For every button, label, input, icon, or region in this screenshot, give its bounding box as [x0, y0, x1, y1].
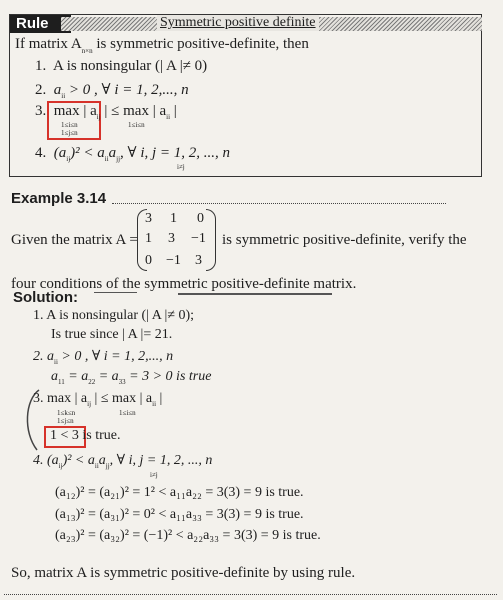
solution-step-1: 1. A is nonsingular (| A |≠ 0); — [33, 308, 195, 323]
solution-conclusion: So, matrix A is symmetric positive-definite by using rule. — [11, 565, 356, 581]
matrix-cell-0-2: 0 — [197, 211, 204, 226]
matrix-cell-0-0: 3 — [145, 211, 152, 226]
solution-step-4: 4. $(a_{ij})^2 < a_{ii}a_{jj}$, ∀ i, j = 1, 2, ..., n — [33, 453, 213, 470]
matrix-cell-2-2: 3 — [195, 253, 202, 268]
rule-item-2: 2. $a_{ii} > 0$ , ∀ i = 1, 2,..., n — [35, 82, 189, 100]
matrix-cell-1-1: 3 — [168, 231, 175, 246]
solution-step-3-under-1b: 1≤j≤n — [57, 417, 74, 425]
example-title: Example 3.14 — [11, 190, 107, 207]
rule-item-3-under-1b: 1≤j≤n — [61, 129, 78, 137]
rule-tab: Rule — [10, 15, 71, 33]
matrix-right-paren — [206, 209, 216, 271]
matrix-cell-2-0: 0 — [145, 253, 152, 268]
pen-underline-conditions — [94, 292, 137, 293]
rule-item-4-under: i≠j — [177, 163, 185, 171]
rule-item-3-under-2: 1≤i≤n — [128, 121, 145, 129]
solution-eq-2: (a₁₃)² = (a₃₁)² = 0² < a₁₁a₃₃ = 3(3) = 9 is true. — [55, 507, 304, 522]
rule-header-bar — [61, 17, 482, 31]
solution-step-2: 2. $a_{ii} > 0$ , ∀ i = 1, 2,..., n — [33, 349, 174, 366]
solution-step-3-result: 1 < 3 is true. — [50, 428, 121, 443]
example-line-2: four conditions of the symmetric positive-definite matrix. — [11, 276, 357, 292]
bottom-dotted-rule — [4, 594, 497, 595]
solution-eq-3: (a₂₃)² = (a₃₂)² = (−1)² < a₂₂a₃₃ = 3(3) = 9 is true. — [55, 528, 321, 543]
example-dotted-rule — [112, 203, 446, 204]
solution-step-1b: Is true since | A |= 21. — [51, 327, 173, 342]
solution-step-3-under-2: 1≤i≤n — [119, 409, 136, 417]
rule-header-title: Symmetric positive definite — [157, 15, 319, 31]
rule-item-4: 4. $(a_{ij})^2 < a_{ii}a_{jj}$, ∀ i, j = 1, 2, ..., n — [35, 145, 231, 163]
rule-intro: If matrix $A_{n\times n}$ is symmetric positive-definite, then — [15, 36, 309, 55]
solution-step-3: 3. max | $a_{ij}$ | ≤ max | $a_{ii}$ | — [33, 391, 163, 408]
matrix-cell-1-2: −1 — [191, 231, 206, 246]
matrix-cell-2-1: −1 — [166, 253, 181, 268]
pen-underline-matrix — [178, 293, 332, 295]
matrix-cell-0-1: 1 — [170, 211, 177, 226]
solution-step-2b: $a_{11} = a_{22} = a_{33} = 3 > 0$ is true — [51, 369, 212, 386]
example-given-prefix: Given the matrix A = — [11, 232, 138, 248]
rule-item-1: 1. A is nonsingular (| A |≠ 0) — [35, 58, 208, 74]
solution-step-3-under-1: 1≤k≤n — [57, 409, 76, 417]
matrix-cell-1-0: 1 — [145, 231, 152, 246]
solution-step-4-under: i≠j — [150, 471, 158, 479]
solution-eq-1: (a₁₂)² = (a₂₁)² = 1² < a₁₁a₂₂ = 3(3) = 9 is true. — [55, 485, 304, 500]
example-given-suffix: is symmetric positive-definite, verify the — [222, 232, 467, 248]
rule-item-3-under-1: 1≤i≤n — [61, 121, 78, 129]
solution-title: Solution: — [13, 289, 78, 306]
rule-item-3: 3. max | $a_{ij}$ | ≤ max | $a_{ii}$ | — [35, 103, 177, 121]
